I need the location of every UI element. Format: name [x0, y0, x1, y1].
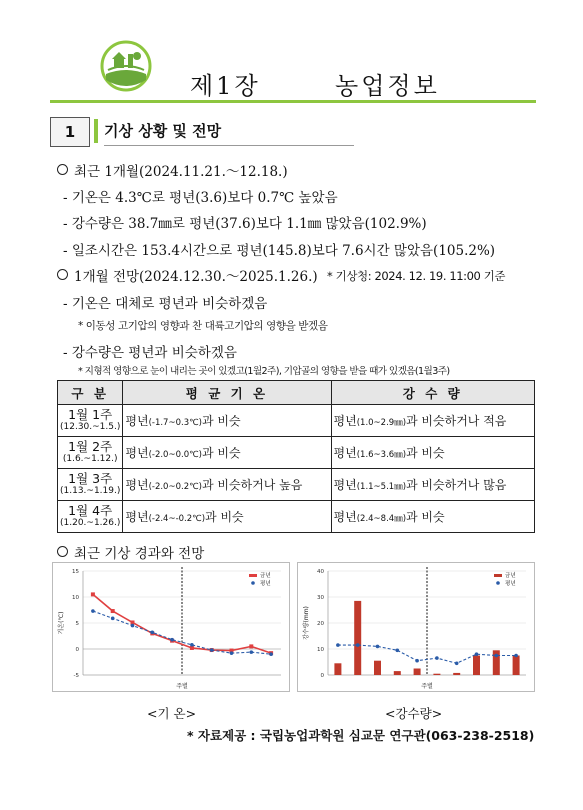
legend-label-current: 금년 [505, 573, 516, 579]
section-title [104, 117, 354, 146]
charts-header [57, 542, 204, 562]
legend-swatch-normal [496, 581, 500, 585]
bar [433, 674, 440, 675]
y-tick-label: -5 [73, 673, 79, 679]
legend-label-normal: 평년 [505, 581, 516, 587]
legend-swatch-normal [251, 581, 255, 585]
rain-cell: 평년(2.4~8.4㎜)과 비슷 [331, 501, 534, 533]
section-title-text: 기상 상황 및 전망 [104, 122, 222, 140]
outlook-note: * 기상청: 2024. 12. 19. 11:00 기준 [327, 269, 506, 283]
table-row [58, 437, 535, 469]
forecast-table [57, 380, 535, 533]
y-tick-label: 40 [317, 569, 324, 575]
circle-bullet-icon [57, 546, 68, 557]
bar [334, 663, 341, 675]
point-normal [250, 650, 254, 654]
point-normal [376, 645, 380, 649]
week-cell [58, 501, 123, 533]
y-tick-label: 0 [320, 673, 324, 679]
week-range: (1.6.~1.12.) [62, 453, 118, 464]
week-cell [58, 437, 123, 469]
table-header-row [58, 381, 535, 405]
chapter-rule [50, 100, 536, 103]
recent-header-text: 최근 1개월(2024.11.21.～12.18.) [74, 164, 288, 180]
table-row [58, 469, 535, 501]
week-cell [58, 405, 123, 437]
point-normal [170, 638, 174, 642]
temp-cell: 평년(-2.4~-0.2℃)과 비슷 [123, 501, 331, 533]
bar [453, 673, 460, 675]
section-number: 1 [50, 117, 90, 147]
y-tick-label: 0 [75, 647, 79, 653]
y-tick-label: 5 [75, 621, 79, 627]
legend-label-current: 금년 [260, 573, 271, 579]
point-normal [210, 648, 214, 652]
week-label: 1월 2주 [68, 438, 113, 454]
point-current [111, 609, 115, 613]
circle-bullet-icon [57, 269, 68, 280]
x-axis-title: 주별 [421, 683, 433, 690]
column-header: 평 균 기 온 [123, 381, 331, 405]
week-range: (1.13.~1.19.) [60, 485, 121, 496]
point-normal [336, 643, 340, 647]
rain-cell: 평년(1.0~2.9㎜)과 비슷하거나 적음 [331, 405, 534, 437]
point-normal [356, 643, 360, 647]
point-normal [495, 654, 499, 658]
temperature-chart [52, 562, 290, 692]
recent-header [57, 160, 288, 180]
point-normal [190, 643, 194, 647]
y-tick-label: 30 [317, 595, 324, 601]
legend-swatch-current [249, 574, 257, 577]
recent-item: - 일조시간은 153.4시간으로 평년(145.8)보다 7.6시간 많았음(105.2%) [63, 243, 496, 259]
week-range: (1.20.~1.26.) [60, 517, 121, 528]
y-tick-label: 10 [72, 595, 79, 601]
precipitation-chart [297, 562, 535, 692]
outlook-temp: - 기온은 대체로 평년과 비슷하겠음 [63, 296, 268, 312]
y-axis-title: 강수량(mm) [303, 606, 310, 640]
y-tick-label: 10 [317, 647, 324, 653]
y-axis-title: 기온(℃) [58, 611, 65, 635]
temp-cell: 평년(-2.0~0.0℃)과 비슷 [123, 437, 331, 469]
point-normal [415, 659, 419, 663]
recent-item: - 강수량은 38.7㎜로 평년(37.6)보다 1.1㎜ 많았음(102.9%) [63, 216, 427, 232]
table-row [58, 405, 535, 437]
point-normal [514, 654, 518, 658]
charts-header-text: 최근 기상 경과와 전망 [74, 546, 205, 562]
rain-cell: 평년(1.6~3.6㎜)과 비슷 [331, 437, 534, 469]
point-normal [131, 624, 135, 628]
y-tick-label: 15 [72, 569, 79, 575]
bar [473, 656, 480, 676]
outlook-header [57, 265, 318, 285]
outlook-temp-note: * 이동성 고기압의 영향과 찬 대륙고기압의 영향을 받겠음 [78, 320, 328, 332]
y-tick-label: 20 [317, 621, 324, 627]
week-cell [58, 469, 123, 501]
x-axis-title: 주별 [176, 683, 188, 690]
bar [354, 601, 361, 675]
temp-cell: 평년(-2.0~0.2℃)과 비슷하거나 높음 [123, 469, 331, 501]
rain-cell: 평년(1.1~5.1㎜)과 비슷하거나 많음 [331, 469, 534, 501]
week-range: (12.30.~1.5.) [60, 421, 121, 432]
point-current [249, 644, 253, 648]
week-label: 1월 1주 [68, 406, 113, 422]
section-accent-bar [94, 119, 98, 143]
week-label: 1월 4주 [68, 502, 113, 518]
column-header: 강 수 량 [331, 381, 534, 405]
precipitation-caption: <강수량> [385, 706, 443, 721]
week-label: 1월 3주 [68, 470, 113, 486]
point-normal [455, 662, 459, 666]
point-normal [475, 652, 479, 656]
temperature-caption: <기 온> [147, 706, 197, 721]
recent-item: - 기온은 4.3℃로 평년(3.6)보다 0.7℃ 높았음 [63, 190, 338, 206]
temp-cell: 평년(-1.7~0.3℃)과 비슷 [123, 405, 331, 437]
point-normal [435, 656, 439, 660]
point-normal [151, 631, 155, 635]
table-row [58, 501, 535, 533]
chapter-title: 제1장 농업정보 [190, 72, 440, 100]
bar [513, 656, 520, 676]
outlook-rain: - 강수량은 평년과 비슷하겠음 [63, 345, 237, 361]
point-current [91, 592, 95, 596]
bar [414, 669, 421, 676]
bar [394, 671, 401, 675]
outlook-rain-note: * 지형적 영향으로 눈이 내리는 곳이 있겠고(1월2주), 기압골의 영향을 받을 때가 있겠음(1월3주) [78, 366, 450, 377]
point-normal [111, 617, 115, 621]
bar [374, 661, 381, 675]
source-note: * 자료제공 : 국립농업과학원 심교문 연구관(063-238-2518) [187, 728, 535, 743]
farm-logo-icon [100, 40, 152, 92]
circle-bullet-icon [57, 164, 68, 175]
point-normal [396, 649, 400, 653]
legend-label-normal: 평년 [260, 581, 271, 587]
outlook-header-text: 1개월 전망(2024.12.30.～2025.1.26.) [74, 269, 318, 285]
column-header: 구 분 [58, 381, 123, 405]
legend-swatch-current [494, 574, 502, 577]
point-normal [91, 609, 95, 613]
point-normal [269, 652, 273, 656]
point-normal [230, 651, 234, 655]
